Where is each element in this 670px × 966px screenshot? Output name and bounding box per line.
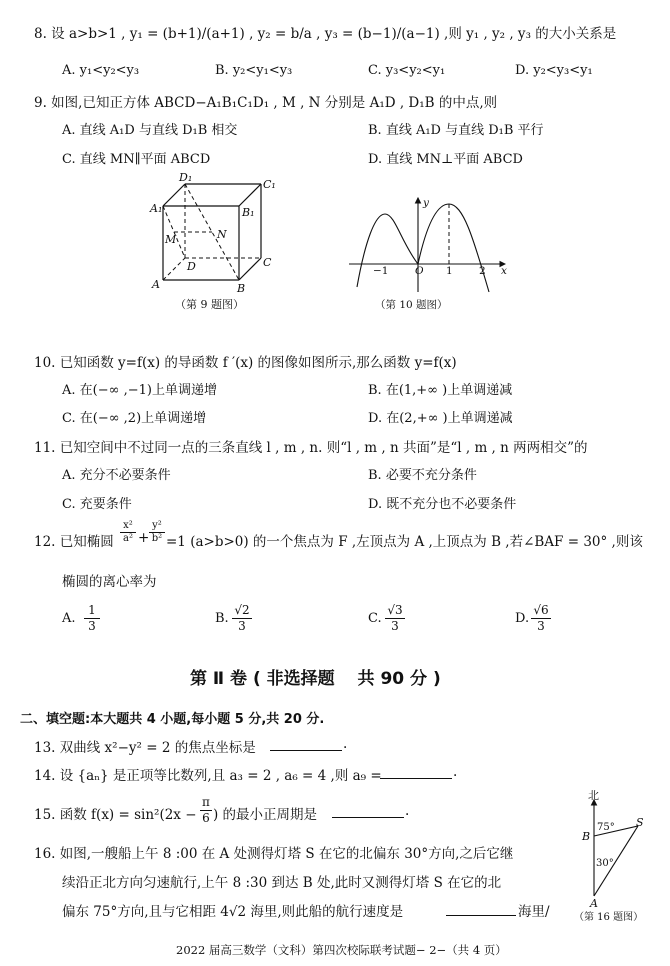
q11-option-a: A. 充分不必要条件	[62, 468, 171, 483]
frac2-den: b²	[151, 533, 163, 544]
q10-option-b: B. 在(1,+∞ )上单调递减	[368, 383, 513, 398]
label-a1: A₁	[150, 202, 163, 215]
tick-minus-one: −1	[373, 265, 389, 277]
origin-label: O	[415, 265, 424, 277]
six-den: 6	[202, 811, 210, 825]
q14-tail: .	[453, 764, 458, 780]
q9-option-d: D. 直线 MN⊥平面 ABCD	[368, 152, 523, 167]
q16-line-1: 16. 如图,一艘船上午 8 :00 在 A 处测得灯塔 S 在它的北偏东 30°方向,之后它继	[34, 846, 514, 862]
q8-option-d: D. y₂<y₃<y₁	[515, 63, 593, 78]
q16-answer-blank[interactable]	[446, 915, 516, 916]
label-d1: D₁	[179, 172, 193, 184]
part2-title: 第 Ⅱ 卷 ( 非选择题 共 90 分 )	[190, 669, 441, 689]
q12-option-d-frac	[531, 603, 551, 634]
q10-option-a: A. 在(−∞ ,−1)上单调递增	[62, 383, 217, 398]
q8-option-a: A. y₁<y₂<y₃	[62, 63, 140, 78]
q12-stem-end: 椭圆的离心率为	[62, 574, 157, 590]
option-a-den: 3	[88, 619, 96, 633]
tick-one: 1	[446, 265, 453, 277]
q15-text-start: 15. 函数 f(x) = sin²(2x −	[34, 807, 197, 823]
option-b-num: √2	[232, 603, 252, 619]
q15-frac	[200, 795, 212, 826]
cube-figure	[145, 172, 295, 317]
label-m: M	[165, 233, 177, 246]
label-c1: C₁	[263, 178, 276, 191]
q13-text: 13. 双曲线 x²−y² = 2 的焦点坐标是	[34, 740, 256, 756]
q14-text: 14. 设 {aₙ} 是正项等比数列,且 a₃ = 2 , a₆ = 4 ,则 a₉ =	[34, 768, 382, 784]
q12-stem-mid: =1 (a>b>0) 的一个焦点为 F ,左顶点为 A ,上顶点为 B ,若∠BAF = 30° ,则该	[166, 534, 643, 550]
q15-answer-blank[interactable]	[332, 817, 404, 818]
page-footer: 2022 届高三数学（文科）第四次校际联考试题− 2−（共 4 页）	[176, 943, 507, 957]
frac1-den: a²	[123, 533, 133, 544]
derivative-graph	[345, 192, 515, 317]
frac2-num: y²	[149, 520, 165, 533]
label-n: N	[217, 228, 227, 241]
option-b-den: 3	[238, 619, 246, 633]
q12-option-b-frac	[232, 603, 252, 634]
q15-text-end: ) 的最小正周期是	[213, 807, 318, 823]
fig9-caption: （第 9 题图）	[175, 298, 244, 311]
q16-unit: 海里/	[518, 904, 550, 920]
q9-option-b: B. 直线 A₁D 与直线 D₁B 平行	[368, 123, 544, 138]
label-b: B	[237, 282, 246, 295]
q9-option-c: C. 直线 MN∥平面 ABCD	[62, 152, 211, 167]
q16-line-2: 续沿正北方向匀速航行,上午 8 :30 到达 B 处,此时又测得灯塔 S 在它的北	[62, 875, 502, 891]
q12-option-a-letter: A.	[62, 611, 76, 626]
q12-plus: +	[138, 530, 150, 546]
q12-option-d-letter: D.	[515, 611, 530, 626]
q8-option-b: B. y₂<y₁<y₃	[215, 63, 293, 78]
q12-stem-start: 12. 已知椭圆	[34, 534, 114, 550]
q11-option-d: D. 既不充分也不必要条件	[368, 497, 517, 512]
q12-frac1	[120, 520, 136, 545]
section-heading: 二、填空题:本大题共 4 小题,每小题 5 分,共 20 分.	[20, 712, 325, 727]
q11-option-b: B. 必要不充分条件	[368, 468, 477, 483]
x-axis-label: x	[501, 265, 507, 277]
q15-tail: .	[405, 803, 410, 819]
q12-frac2	[149, 520, 165, 545]
fig10-caption: （第 10 题图）	[375, 299, 448, 311]
label-a: A	[152, 278, 160, 291]
q10-option-c: C. 在(−∞ ,2)上单调递增	[62, 411, 207, 426]
q10-option-d: D. 在(2,+∞ )上单调递减	[368, 411, 513, 426]
q10-stem: 10. 已知函数 y=f(x) 的导函数 f ′(x) 的图像如图所示,那么函数 y=f(x)	[34, 355, 457, 371]
q14-answer-blank[interactable]	[380, 778, 452, 779]
label-b1: B₁	[242, 206, 255, 219]
q12-option-c-letter: C.	[368, 611, 382, 626]
q8-stem: 8. 设 a>b>1 , y₁ = (b+1)/(a+1) , y₂ = b/a , y₃ = (b−1)/(a−1) ,则 y₁ , y₂ , y₃ 的大小关系是	[34, 26, 617, 42]
navigation-figure	[568, 788, 668, 923]
option-a-num: 1	[84, 603, 100, 619]
fig16-caption: （第 16 题图）	[574, 912, 644, 923]
angle-75-label: 75°	[597, 822, 615, 833]
angle-30-label: 30°	[596, 858, 614, 869]
q13-answer-blank[interactable]	[270, 750, 342, 751]
pi-num: π	[200, 795, 212, 811]
q12-option-b-letter: B.	[215, 611, 229, 626]
q12-option-c-frac	[385, 603, 405, 634]
q16-line-3: 偏东 75°方向,且与它相距 4√2 海里,则此船的航行速度是	[62, 904, 404, 920]
q11-option-c: C. 充要条件	[62, 497, 132, 512]
y-axis-label: y	[423, 197, 429, 209]
q9-option-a: A. 直线 A₁D 与直线 D₁B 相交	[62, 123, 238, 138]
tick-two: 2	[479, 265, 486, 277]
point-b-label: B	[582, 830, 591, 843]
north-label: 北	[588, 789, 599, 802]
q13-tail: .	[343, 736, 348, 752]
label-c: C	[263, 256, 272, 269]
option-d-num: √6	[531, 603, 551, 619]
q12-option-a-frac	[84, 603, 100, 634]
point-s-label: S	[636, 816, 644, 829]
q9-stem: 9. 如图,已知正方体 ABCD−A₁B₁C₁D₁ , M , N 分别是 A₁D , D₁B 的中点,则	[34, 95, 498, 111]
q11-stem: 11. 已知空间中不过同一点的三条直线 l , m , n. 则“l , m , n 共面”是“l , m , n 两两相交”的	[34, 440, 588, 456]
point-a-label: A	[590, 897, 598, 910]
frac1-num: x²	[120, 520, 136, 533]
q8-option-c: C. y₃<y₂<y₁	[368, 63, 446, 78]
option-c-num: √3	[385, 603, 405, 619]
label-d: D	[187, 260, 196, 273]
option-c-den: 3	[391, 619, 399, 633]
option-d-den: 3	[537, 619, 545, 633]
